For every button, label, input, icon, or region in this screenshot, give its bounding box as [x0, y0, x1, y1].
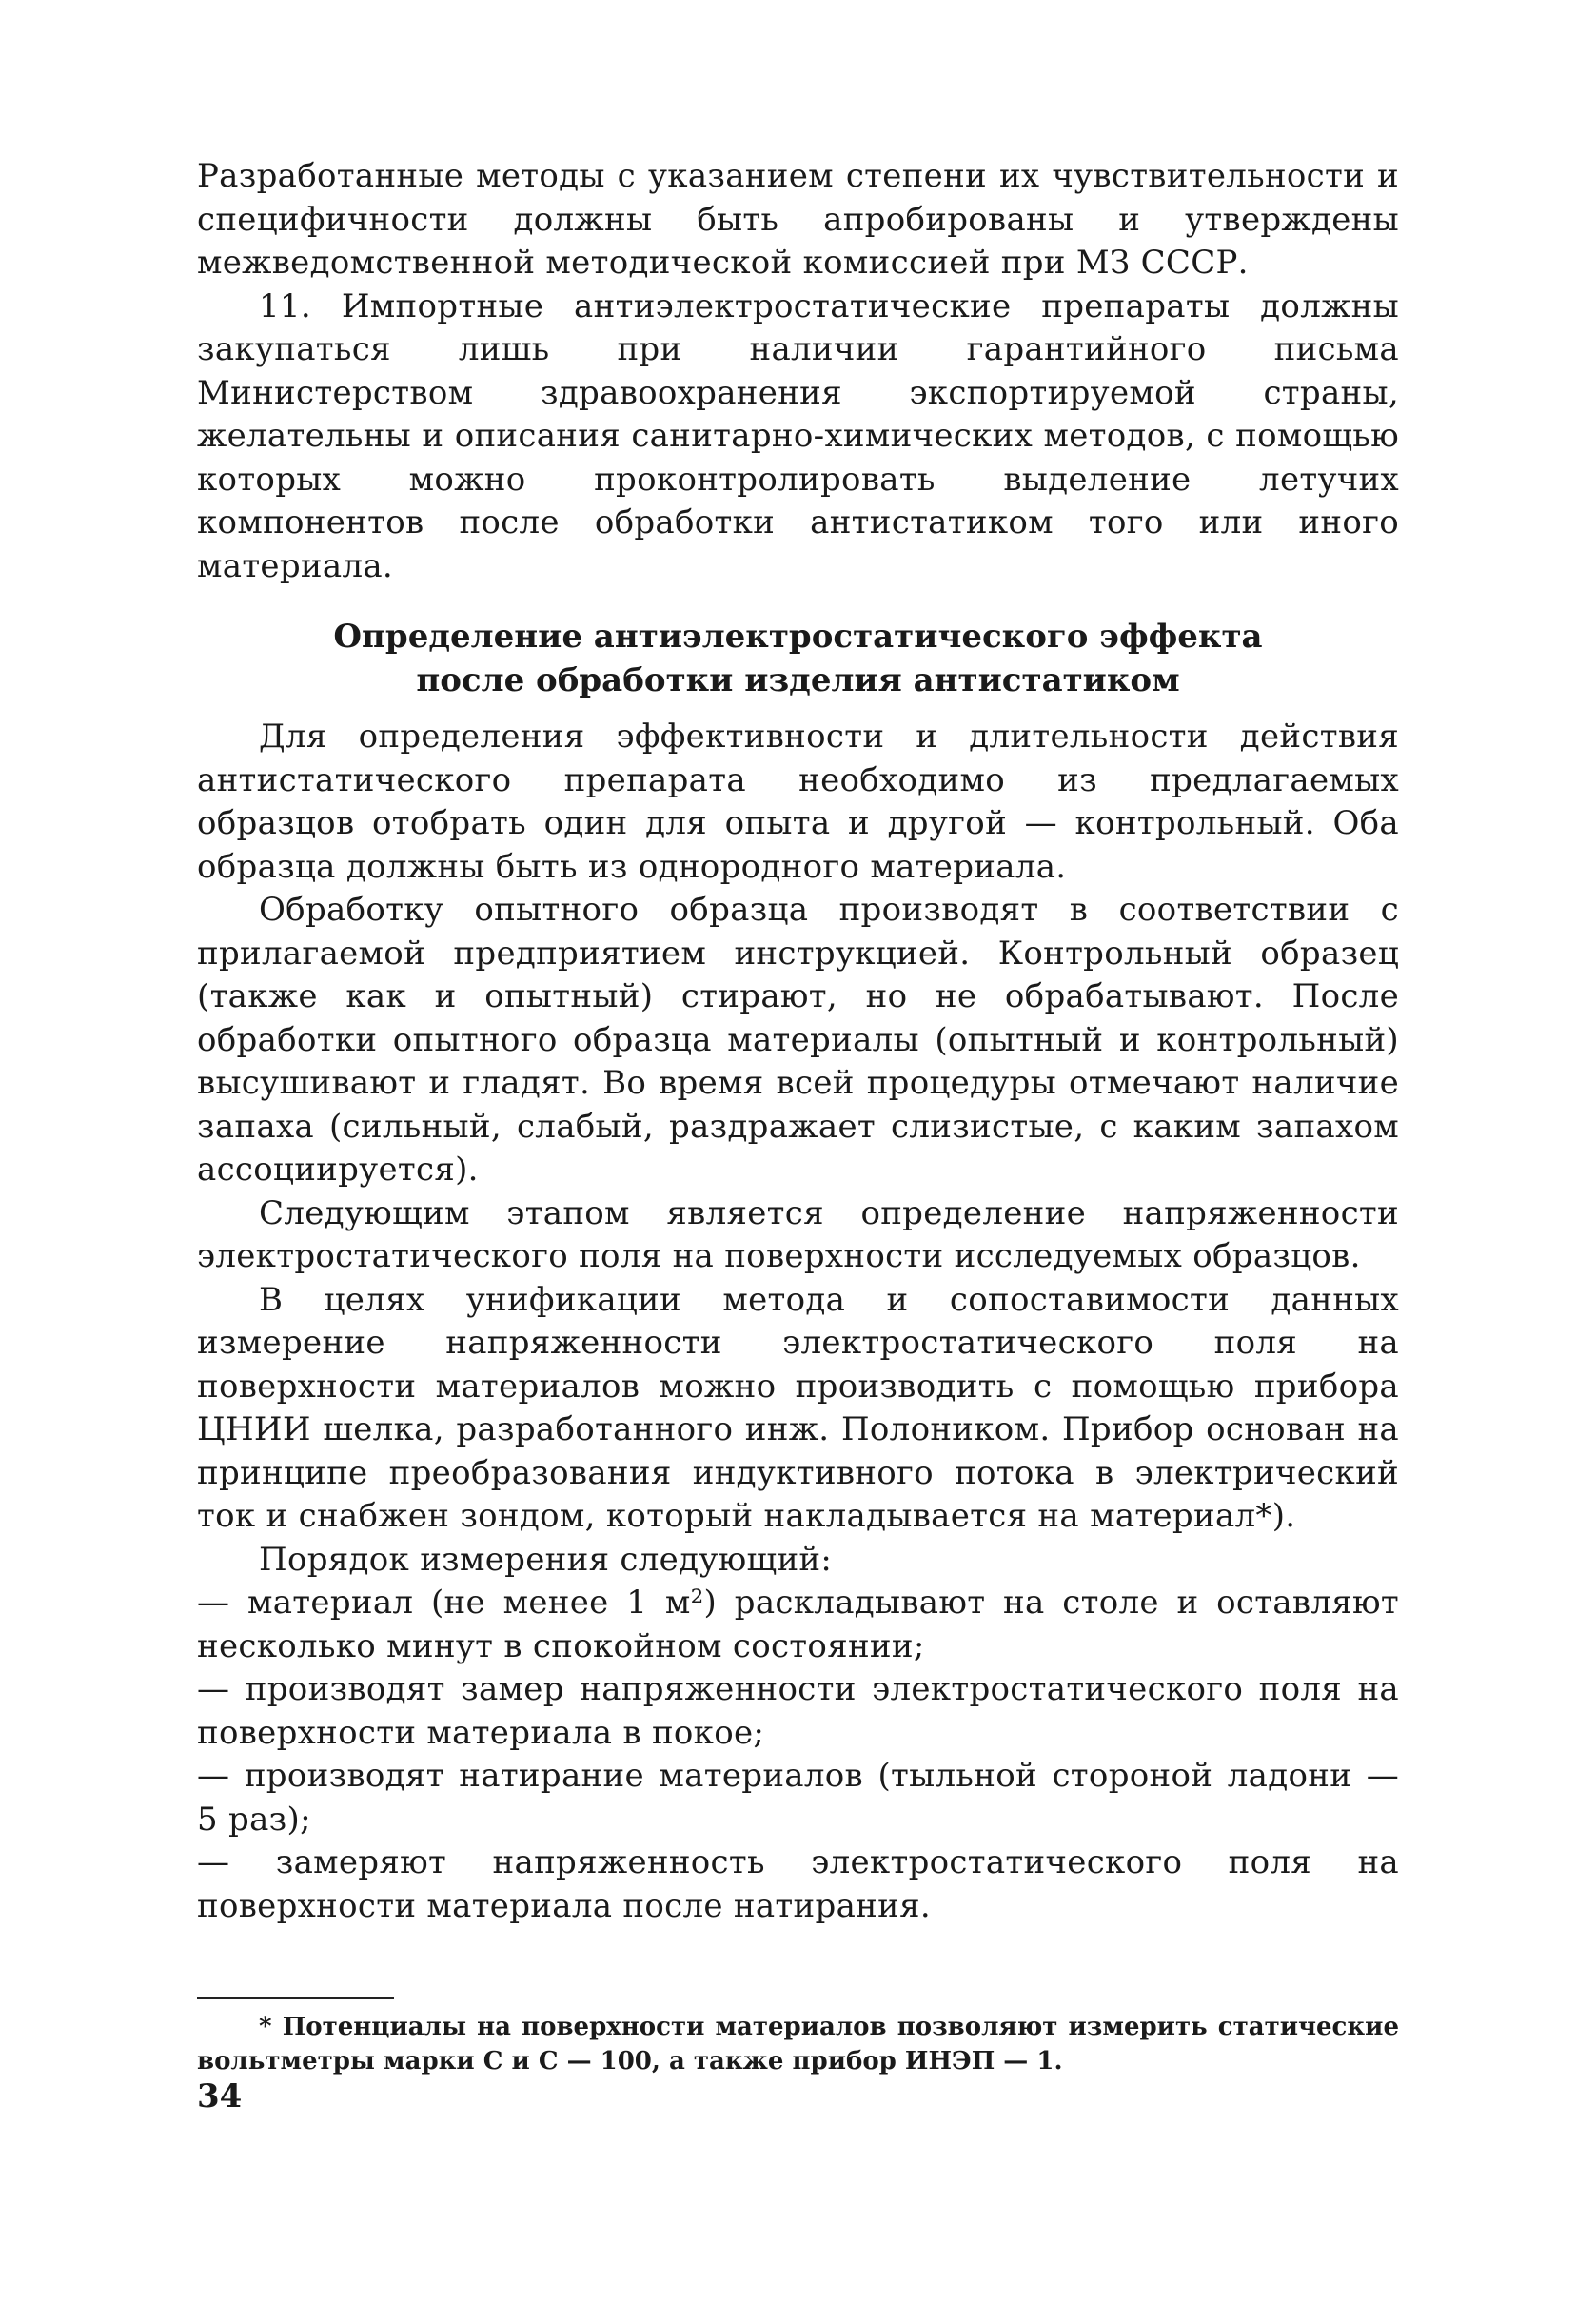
paragraph-next-stage: Следующим этапом является определение напряженности электростатического поля на поверхности исследуемых образцов. [197, 1193, 1399, 1275]
procedure-step-4: — замеряют напряженность электростатического поля на поверхности материала после натирания. [197, 1843, 1399, 1925]
section-heading [197, 615, 1399, 702]
paragraph-samples: Для определения эффективности и длительности действия антистатического препарата необходимо из предлагаемых образцов отобрать один для опыта и другой — контрольный. Оба образца должны быть из однородного материала. [197, 718, 1399, 886]
page-number: 34 [197, 2077, 243, 2116]
section-antistatic-effect [197, 716, 1399, 1928]
procedure-step-1: — материал (не менее 1 м²) раскладывают на столе и оставляют несколько минут в спокойном состоянии; [197, 1584, 1399, 1665]
heading-line-1: Определение антиэлектростатического эффекта [333, 618, 1263, 656]
paragraph-methods-approval: Разработанные методы с указанием степени их чувствительности и специфичности должны быть апробированы и утверждены межведомственной методической комиссией при МЗ СССР. [197, 157, 1399, 282]
procedure-step-2: — производят замер напряженности электростатического поля на поверхности материала в покое; [197, 1670, 1399, 1752]
footnote: * Потенциалы на поверхности материалов позволяют измерить статические вольтметры марки С и С — 100, а также прибор ИНЭП — 1. [197, 2013, 1399, 2076]
section-intro [197, 155, 1399, 588]
paragraph-procedure-intro: Порядок измерения следующий: [259, 1540, 833, 1579]
footnote-divider [197, 1997, 394, 1999]
heading-line-2: после обработки изделия антистатиком [416, 661, 1180, 699]
paragraph-unification: В целях унификации метода и сопоставимости данных измерение напряженности электростатического поля на поверхности материалов можно производить с помощью прибора ЦНИИ шелка, разработанного инж. Полоником. Прибор основан на принципе преобразования индуктивного потока в электрический ток и снабжен зондом, который накладывается на материал*). [197, 1280, 1399, 1535]
procedure-step-3: — производят натирание материалов (тыльной стороной ладони — 5 раз); [197, 1757, 1399, 1839]
paragraph-import-preparations: 11. Импортные антиэлектростатические препараты должны закупаться лишь при наличии гарантийного письма Министерством здравоохранения экспортируемой страны, желательны и описания санитарно-химических методов, с помощью которых можно проконтролировать выделение летучих компонентов после обработки антистатиком того или иного материала. [197, 286, 1399, 585]
paragraph-treatment: Обработку опытного образца производят в соответствии с прилагаемой предприятием инструкцией. Контрольный образец (также как и опытный) стирают, но не обрабатывают. После обработки опытного образца материалы (опытный и контрольный) высушивают и гладят. Во время всей процедуры отмечают наличие запаха (сильный, слабый, раздражает слизистые, с каким запахом ассоциируется). [197, 891, 1399, 1189]
